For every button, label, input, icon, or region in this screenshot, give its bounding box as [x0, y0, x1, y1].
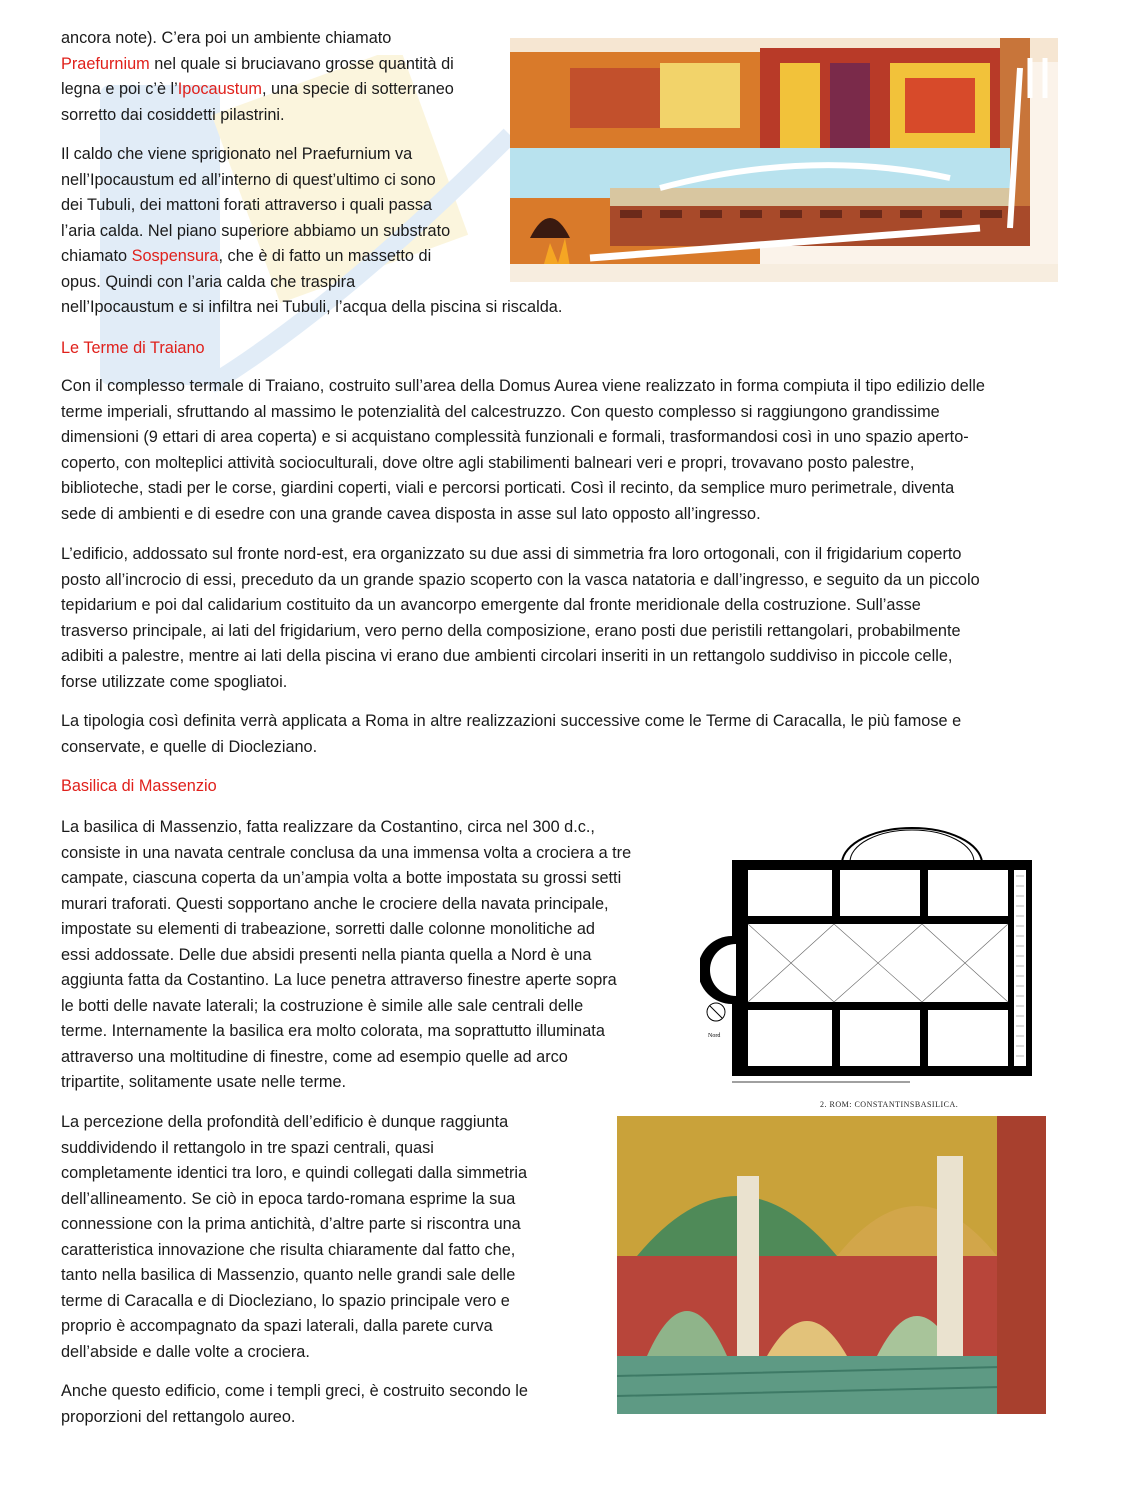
text-line: forse utilizzate come spogliatoi.	[61, 672, 288, 691]
highlighted-term: Ipocaustum	[177, 80, 262, 98]
text-line: connessione con la prima antichità, d’altre parte si riscontra una	[61, 1215, 521, 1233]
text-line: consiste in una navata centrale conclusa da una immensa volta a crociera a tre	[61, 843, 632, 862]
text-line: caratteristica innovazione che risulta chiaramente dal fatto che,	[61, 1240, 516, 1259]
text-line: Con il complesso termale di Traiano, costruito sull’area della Domus Aurea viene realizzato in forma compiuta il tipo edilizio delle	[61, 377, 985, 395]
text-line: Anche questo edificio, come i templi greci, è costruito secondo le	[61, 1382, 528, 1400]
text-line: attraverso una moltitudine di finestre, come ad esempio quelle ad arco	[61, 1047, 568, 1066]
text-line: La basilica di Massenzio, fatta realizzare da Costantino, circa nel 300 d.c.,	[61, 818, 595, 836]
text-line: opus. Quindi con l’aria calda che traspira	[61, 272, 356, 291]
text-line: L’edificio, addossato sul fronte nord-est, era organizzato su due assi di simmetria fra loro ortogonali, con il frigidarium coperto	[61, 545, 962, 563]
hypocaust-paragraph	[61, 142, 562, 321]
section-heading-massenzio: Basilica di Massenzio	[61, 777, 217, 795]
text-line: tanto nella basilica di Massenzio, quanto nelle grandi sale delle	[61, 1266, 516, 1284]
text-line: le botti delle navate laterali; la costruzione è simile alle sale centrali delle	[61, 996, 584, 1015]
text-line: ancora note). C’era poi un ambiente chiamato	[61, 29, 392, 47]
text-line: campate, ciascuna coperta da un’ampia volta a botte impostata su grossi setti	[61, 869, 622, 887]
text-line: suddividendo il rettangolo in tre spazi centrali, quasi	[61, 1138, 434, 1157]
text-line: proporzioni del rettangolo aureo.	[61, 1407, 296, 1426]
text-line: sede di ambienti e di esedre con una grande cavea disposta in asse sul lato opposto all’ingresso.	[61, 504, 761, 523]
text-line: trasverso principale, ai lati del frigidarium, vero perno della composizione, erano posti due peristili rettangolari, probabilmente	[61, 621, 961, 640]
text-line: murari traforati. Questi sopportano anche le crociere della navata principale,	[61, 894, 609, 913]
highlighted-term: Praefurnium	[61, 54, 150, 73]
basilica-interior-illustration	[617, 1116, 1046, 1414]
massenzio-paragraph-1	[61, 815, 631, 1096]
traiano-paragraph-1	[61, 374, 985, 527]
basilica-floor-plan	[700, 826, 1042, 1096]
traiano-paragraph-3	[61, 709, 961, 760]
text-line: completamente identici tra loro, e quindi collegati dalla simmetria	[61, 1164, 528, 1182]
text-line: tepidarium e poi dal calidarium costituito da un avancorpo emergente dal fronte meridionale della costruzione. Sull’asse	[61, 596, 921, 614]
massenzio-paragraph-2	[61, 1110, 527, 1365]
plan-caption: 2. ROM: CONSTANTINSBASILICA.	[820, 1100, 959, 1109]
text-line: chiamato Sospensura, che è di fatto un massetto di	[61, 247, 432, 265]
text-line: nell’Ipocaustum e si infiltra nei Tubuli, l’acqua della piscina si riscalda.	[61, 298, 563, 316]
text-line: terme imperiali, sfruttando al massimo le potenzialità del calcestruzzo. Con questo complesso si raggiungono grandissime	[61, 402, 940, 421]
text-line: proprio è accompagnato da spazi laterali, dalla parete curva	[61, 1317, 493, 1335]
section-heading-traiano: Le Terme di Traiano	[61, 339, 205, 357]
text-line: essi addossate. Delle due absidi presenti nella pianta quella a Nord è una	[61, 945, 592, 964]
text-line: adibiti a palestre, mentre ai lati della piscina vi erano due ambienti circolari inseriti in un rettangolo suddiviso in piccole celle,	[61, 647, 953, 665]
text-line: legna e poi c’è l’Ipocaustum, una specie di sotterraneo	[61, 80, 454, 98]
text-line: sorretto dai cosiddetti pilastrini.	[61, 105, 285, 124]
intro-paragraph	[61, 26, 454, 128]
text-line: La percezione della profondità dell’edificio è dunque raggiunta	[61, 1113, 509, 1131]
text-line: Il caldo che viene sprigionato nel Praefurnium va	[61, 145, 413, 163]
text-line: terme. Internamente la basilica era molto colorata, ma soprattutto illuminata	[61, 1022, 605, 1040]
text-line: dell’abside e dalle volte a crociera.	[61, 1342, 310, 1361]
massenzio-paragraph-3	[61, 1379, 528, 1430]
text-line: l’aria calda. Nel piano superiore abbiamo un substrato	[61, 221, 451, 240]
traiano-paragraph-2	[61, 542, 980, 695]
text-line: dell’allineamento. Se ciò in epoca tardo-romana esprime la sua	[61, 1189, 516, 1208]
text-line: La tipologia così definita verrà applicata a Roma in altre realizzazioni successive come le Terme di Caracalla, le più famose e	[61, 712, 962, 730]
text-line: tripartite, solitamente usate nelle terme.	[61, 1073, 347, 1091]
text-line: posto all’incrocio di essi, preceduto da un grande spazio scoperto con la vasca natatoria e dall’ingresso, e seguito da un piccolo	[61, 570, 980, 589]
text-line: terme di Caracalla e di Diocleziano, lo spazio principale vero e	[61, 1291, 510, 1310]
hypocaust-illustration	[510, 38, 1058, 282]
text-line: nell’Ipocaustum ed all’interno di quest’ultimo ci sono	[61, 170, 436, 189]
text-line: impostate su elementi di trabeazione, sorretti dalle colonne monolitiche ad	[61, 920, 595, 938]
text-line: conservate, e quelle di Diocleziano.	[61, 737, 318, 756]
text-line: coperto, con molteplici attività socioculturali, dove oltre agli stabilimenti balneari veri e propri, trovavano posto palestre,	[61, 453, 915, 472]
text-line: dei Tubuli, dei mattoni forati attraverso i quali passa	[61, 196, 433, 214]
text-line: Praefurnium nel quale si bruciavano grosse quantità di	[61, 54, 454, 73]
text-line: dimensioni (9 ettari di area coperta) e si acquistano complessità funzionali e formali, trasformandosi così in uno spazio aperto-	[61, 428, 969, 446]
text-line: biblioteche, stadi per le corse, giardini coperti, viali e percorsi porticati. Così il recinto, da semplice muro perimetrale, diventa	[61, 479, 955, 497]
highlighted-term: Sospensura	[131, 247, 219, 265]
text-line: aggiunta fatta da Costantino. La luce penetra attraverso finestre aperte sopra	[61, 971, 617, 989]
north-label: Nord	[708, 1033, 721, 1039]
